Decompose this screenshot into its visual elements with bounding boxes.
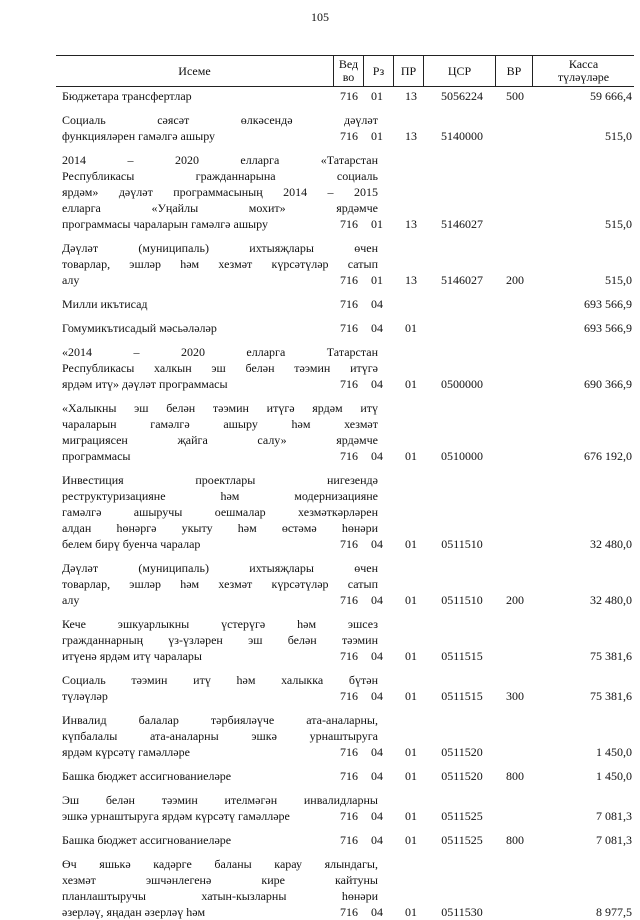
row-name-line: реструктуризацияне һәм модернизацияне — [62, 489, 378, 503]
row-name-line: елларга «Уңайлы мохит» ярдәмче — [62, 201, 378, 215]
row-name-line: алу — [62, 593, 80, 607]
row-name-line: планлаштыручы хатын-кызларны һөнәри — [62, 889, 378, 903]
row-name-line: Гомумикътисадый мәсьәләләр — [62, 321, 217, 335]
row-name-line: ярдәм» дәүләт программасының 2014 – 2015 — [62, 185, 378, 199]
row-rz: 01 — [371, 129, 383, 143]
row-name-line: программасы чараларын гамәлгә ашыру — [62, 217, 268, 231]
row-name-line: Дәүләт (муниципаль) ихтыяҗлары өчен — [62, 561, 378, 575]
row-ved: 716 — [340, 745, 358, 759]
row-csr: 5056224 — [441, 89, 483, 103]
row-name-line: 2014 – 2020 елларга «Татарстан — [62, 153, 378, 167]
row-name-line: функцияләрен гамәлгә ашыру — [62, 129, 216, 143]
row-name-line: Милли икътисад — [62, 297, 148, 311]
row-name-line: Бюджетара трансфертлар — [62, 89, 192, 103]
row-ved: 716 — [340, 297, 358, 311]
row-rz: 04 — [371, 769, 383, 783]
row-name-line: белем бирү буенча чаралар — [62, 537, 201, 551]
row-ved: 716 — [340, 217, 358, 231]
row-csr: 0510000 — [441, 449, 483, 463]
row-name — [62, 472, 378, 552]
row-pr: 01 — [405, 537, 417, 551]
row-name-line: миграциясен җайга салу» ярдәмче — [62, 433, 378, 447]
row-name — [62, 296, 378, 312]
row-pr: 01 — [405, 449, 417, 463]
table-row — [56, 152, 634, 232]
row-vr: 500 — [506, 89, 524, 103]
table-row — [56, 712, 634, 760]
header-rz: Рз — [363, 56, 393, 86]
row-csr: 0500000 — [441, 377, 483, 391]
row-name-line: Республикасы халкын эш белән тәэмин итүгә — [62, 361, 378, 375]
table-row — [56, 296, 634, 312]
row-name-line: алдан һөнәргә укыту һәм өстәмә һөнәри — [62, 521, 378, 535]
row-name-line: итүенә ярдәм итү чаралары — [62, 649, 202, 663]
row-name — [62, 400, 378, 464]
row-name-line: күпбалалы ата-аналарны эшкә урнаштыруга — [62, 729, 378, 743]
row-rz: 04 — [371, 593, 383, 607]
row-name-line: Социаль сәясәт өлкәсендә дәүләт — [62, 113, 378, 127]
row-kassa: 1 450,0 — [596, 745, 632, 759]
row-name-line: әзерләү, яңадан әзерләү һәм — [62, 905, 206, 919]
row-name-line: товарлар, эшләр һәм хезмәт күрсәтүләр сатып — [62, 257, 378, 271]
row-csr: 0511525 — [441, 833, 483, 847]
row-ved: 716 — [340, 905, 358, 919]
row-ved: 716 — [340, 273, 358, 287]
row-csr: 0511525 — [441, 809, 483, 823]
row-name-line: Дәүләт (муниципаль) ихтыяҗлары өчен — [62, 241, 378, 255]
row-ved: 716 — [340, 321, 358, 335]
row-name — [62, 768, 378, 784]
row-name-line: чараларын гамәлгә ашыру һәм хезмәт — [62, 417, 378, 431]
row-ved: 716 — [340, 769, 358, 783]
table-row — [56, 320, 634, 336]
row-kassa: 7 081,3 — [596, 833, 632, 847]
row-rz: 04 — [371, 905, 383, 919]
row-kassa: 676 192,0 — [584, 449, 632, 463]
row-name-line: Инвестиция проектлары нигезендә — [62, 473, 378, 487]
row-csr: 0511520 — [441, 769, 483, 783]
row-name-line: Эш белән тәэмин ителмәгән инвалидларны — [62, 793, 378, 807]
table-row — [56, 792, 634, 824]
row-name-line: гамәлгә ашыручы оешмалар хезмәткәрләрен — [62, 505, 378, 519]
row-rz: 04 — [371, 833, 383, 847]
table-row — [56, 856, 634, 920]
row-name-line: гражданнарның үз-үзләрен эш белән тәэмин — [62, 633, 378, 647]
row-kassa: 690 366,9 — [584, 377, 632, 391]
row-ved: 716 — [340, 833, 358, 847]
row-csr: 0511510 — [441, 537, 483, 551]
row-rz: 04 — [371, 809, 383, 823]
row-rz: 01 — [371, 89, 383, 103]
row-csr: 0511515 — [441, 649, 483, 663]
table-row — [56, 88, 634, 104]
table-row — [56, 240, 634, 288]
row-ved: 716 — [340, 593, 358, 607]
header-csr: ЦСР — [423, 56, 495, 86]
row-kassa: 59 666,4 — [590, 89, 632, 103]
row-pr: 01 — [405, 649, 417, 663]
row-name-line: алу — [62, 273, 80, 287]
row-rz: 04 — [371, 649, 383, 663]
row-pr: 01 — [405, 769, 417, 783]
row-ved: 716 — [340, 689, 358, 703]
table-row — [56, 400, 634, 464]
header-pr: ПР — [393, 56, 423, 86]
row-kassa: 515,0 — [605, 217, 632, 231]
row-pr: 01 — [405, 593, 417, 607]
row-ved: 716 — [340, 129, 358, 143]
row-ved: 716 — [340, 537, 358, 551]
row-rz: 04 — [371, 297, 383, 311]
row-name-line: «2014 – 2020 елларга Татарстан — [62, 345, 378, 359]
row-pr: 13 — [405, 217, 417, 231]
row-pr: 01 — [405, 321, 417, 335]
row-name-line: Кече эшкуарлыкны үстерүгә һәм эшсез — [62, 617, 378, 631]
row-name-line: түләүләр — [62, 689, 108, 703]
row-vr: 300 — [506, 689, 524, 703]
row-rz: 04 — [371, 377, 383, 391]
row-name — [62, 560, 378, 608]
row-pr: 13 — [405, 129, 417, 143]
row-pr: 13 — [405, 273, 417, 287]
row-name — [62, 672, 378, 704]
table-row — [56, 768, 634, 784]
table-row — [56, 672, 634, 704]
row-csr: 0511515 — [441, 689, 483, 703]
row-name — [62, 152, 378, 232]
table-row — [56, 472, 634, 552]
row-ved: 716 — [340, 89, 358, 103]
table-header — [56, 55, 634, 87]
row-name — [62, 88, 378, 104]
row-vr: 200 — [506, 593, 524, 607]
row-csr: 5146027 — [441, 217, 483, 231]
row-pr: 01 — [405, 745, 417, 759]
table-row — [56, 112, 634, 144]
row-kassa: 515,0 — [605, 129, 632, 143]
row-ved: 716 — [340, 649, 358, 663]
row-name-line: ярдәм күрсәтү гамәлләре — [62, 745, 190, 759]
row-kassa: 75 381,6 — [590, 689, 632, 703]
table-row — [56, 560, 634, 608]
row-name-line: хезмәт эшчәнлегенә кире кайтуны — [62, 873, 378, 887]
row-name-line: товарлар, эшләр һәм хезмәт күрсәтүләр сатып — [62, 577, 378, 591]
table-row — [56, 616, 634, 664]
row-pr: 01 — [405, 905, 417, 919]
row-name-line: ярдәм итү» дәүләт программасы — [62, 377, 228, 391]
row-pr: 01 — [405, 689, 417, 703]
row-rz: 04 — [371, 321, 383, 335]
row-ved: 716 — [340, 449, 358, 463]
row-kassa: 515,0 — [605, 273, 632, 287]
row-name — [62, 856, 378, 920]
row-name — [62, 112, 378, 144]
row-name — [62, 832, 378, 848]
row-rz: 04 — [371, 537, 383, 551]
row-kassa: 32 480,0 — [590, 537, 632, 551]
row-pr: 01 — [405, 833, 417, 847]
row-vr: 800 — [506, 833, 524, 847]
row-csr: 0511520 — [441, 745, 483, 759]
row-csr: 5146027 — [441, 273, 483, 287]
row-kassa: 75 381,6 — [590, 649, 632, 663]
row-rz: 01 — [371, 273, 383, 287]
row-kassa: 32 480,0 — [590, 593, 632, 607]
row-kassa: 693 566,9 — [584, 321, 632, 335]
row-ved: 716 — [340, 809, 358, 823]
row-name-line: Башка бюджет ассигнованиеләре — [62, 833, 232, 847]
row-pr: 01 — [405, 809, 417, 823]
row-kassa: 693 566,9 — [584, 297, 632, 311]
row-name-line: программасы — [62, 449, 131, 463]
row-name-line: эшкә урнаштыруга ярдәм күрсәтү гамәлләре — [62, 809, 290, 823]
row-name-line: «Халыкны эш белән тәэмин итүгә ярдәм итү — [62, 401, 378, 415]
row-name-line: Өч яшькә кадәрге баланы карау ялындагы, — [62, 857, 378, 871]
header-vr: ВР — [495, 56, 532, 86]
row-name — [62, 240, 378, 288]
row-rz: 04 — [371, 745, 383, 759]
row-name — [62, 320, 378, 336]
table-row — [56, 832, 634, 848]
row-csr: 5140000 — [441, 129, 483, 143]
row-name — [62, 792, 378, 824]
row-name — [62, 712, 378, 760]
row-rz: 04 — [371, 689, 383, 703]
page-number: 105 — [311, 10, 329, 24]
row-name — [62, 616, 378, 664]
row-vr: 200 — [506, 273, 524, 287]
row-name-line: Башка бюджет ассигнованиеләре — [62, 769, 232, 783]
row-rz: 04 — [371, 449, 383, 463]
header-name: Исеме — [178, 63, 211, 78]
header-ved: Вед во — [333, 56, 363, 86]
row-name-line: Инвалид балалар тәрбияләүче ата-аналарны, — [62, 713, 378, 727]
table-row — [56, 344, 634, 392]
row-name — [62, 344, 378, 392]
header-kassa: Касса түләүләре — [532, 56, 634, 86]
row-name-line: Социаль тәэмин итү һәм халыкка бүтән — [62, 673, 378, 687]
row-csr: 0511530 — [441, 905, 483, 919]
row-vr: 800 — [506, 769, 524, 783]
row-name-line: Республикасы гражданнарына социаль — [62, 169, 378, 183]
row-kassa: 7 081,3 — [596, 809, 632, 823]
row-kassa: 1 450,0 — [596, 769, 632, 783]
row-kassa: 8 977,5 — [596, 905, 632, 919]
row-csr: 0511510 — [441, 593, 483, 607]
row-pr: 13 — [405, 89, 417, 103]
row-rz: 01 — [371, 217, 383, 231]
row-pr: 01 — [405, 377, 417, 391]
row-ved: 716 — [340, 377, 358, 391]
